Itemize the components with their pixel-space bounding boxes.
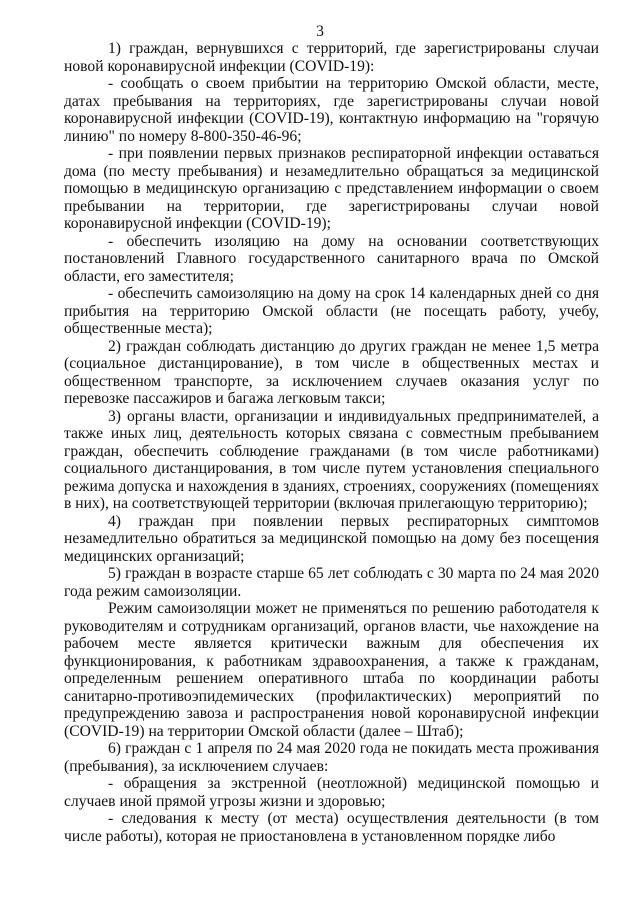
- page-number: 3: [316, 23, 324, 40]
- paragraph-6: 2) граждан соблюдать дистанцию до других граждан не менее 1,5 метра (социальное дистанцирование), в том числе в общественных местах и общественном транспорте, за исключением случаев оказания услуг по перевозке пассажиров и багажа легковым такси;: [64, 337, 599, 407]
- paragraph-3: - при появлении первых признаков респираторной инфекции оставаться дома (по месту пребывания) и незамедлительно обращаться за медицинской помощью в медицинскую организацию с представлением информации о своем пребывании на территории, где зарегистрированы случаи новой коронавирусной инфекции (COVID-19);: [64, 145, 599, 232]
- paragraph-1: 1) граждан, вернувшихся с территорий, где зарегистрированы случаи новой коронавирусной инфекции (COVID-19):: [64, 40, 599, 75]
- paragraph-2: - сообщать о своем прибытии на территорию Омской области, месте, датах пребывания на территориях, где зарегистрированы случаи новой коронавирусной инфекции (COVID-19), контактную информацию на "горячую линию" по номеру 8-800-350-46-96;: [64, 75, 599, 145]
- paragraph-8: 4) граждан при появлении первых респираторных симптомов незамедлительно обратиться за медицинской помощью на дому без посещения медицинских организаций;: [64, 512, 599, 565]
- paragraph-13: - следования к месту (от места) осуществления деятельности (в том числе работы), которая не приостановлена в установленном порядке либо: [64, 810, 599, 845]
- paragraph-11: 6) граждан с 1 апреля по 24 мая 2020 года не покидать места проживания (пребывания), за исключением случаев:: [64, 740, 599, 775]
- paragraph-10: Режим самоизоляции может не применяться по решению работодателя к руководителям и сотрудникам организаций, органов власти, чье нахождение на рабочем месте является критически важным для обеспечения их функционирования, к работникам здравоохранения, а также к гражданам, определенным решением оперативного штаба по координации работы санитарно-противоэпидемических (профилактических) мероприятий по предупреждению завоза и распространения новой коронавирусной инфекции (COVID-19) на территории Омской области (далее – Штаб);: [64, 600, 599, 740]
- paragraph-7: 3) органы власти, организации и индивидуальных предпринимателей, а также иных лиц, деятельность которых связана с совместным пребыванием граждан, обеспечить соблюдение гражданами (в том числе работниками) социального дистанцирования, в том числе путем установления специального режима допуска и нахождения в зданиях, строениях, сооружениях (помещениях в них), на соответствующей территории (включая прилегающую территорию);: [64, 407, 599, 512]
- paragraph-12: - обращения за экстренной (неотложной) медицинской помощью и случаев иной прямой угрозы жизни и здоровью;: [64, 775, 599, 810]
- paragraph-5: - обеспечить самоизоляцию на дому на срок 14 календарных дней со дня прибытия на территорию Омской области (не посещать работу, учебу, общественные места);: [64, 285, 599, 337]
- paragraph-4: - обеспечить изоляцию на дому на основании соответствующих постановлений Главного государственного санитарного врача по Омской области, его заместителя;: [64, 232, 599, 285]
- paragraph-9: 5) граждан в возрасте старше 65 лет соблюдать с 30 марта по 24 мая 2020 года режим самоизоляции.: [64, 565, 599, 600]
- document-body: [64, 40, 599, 845]
